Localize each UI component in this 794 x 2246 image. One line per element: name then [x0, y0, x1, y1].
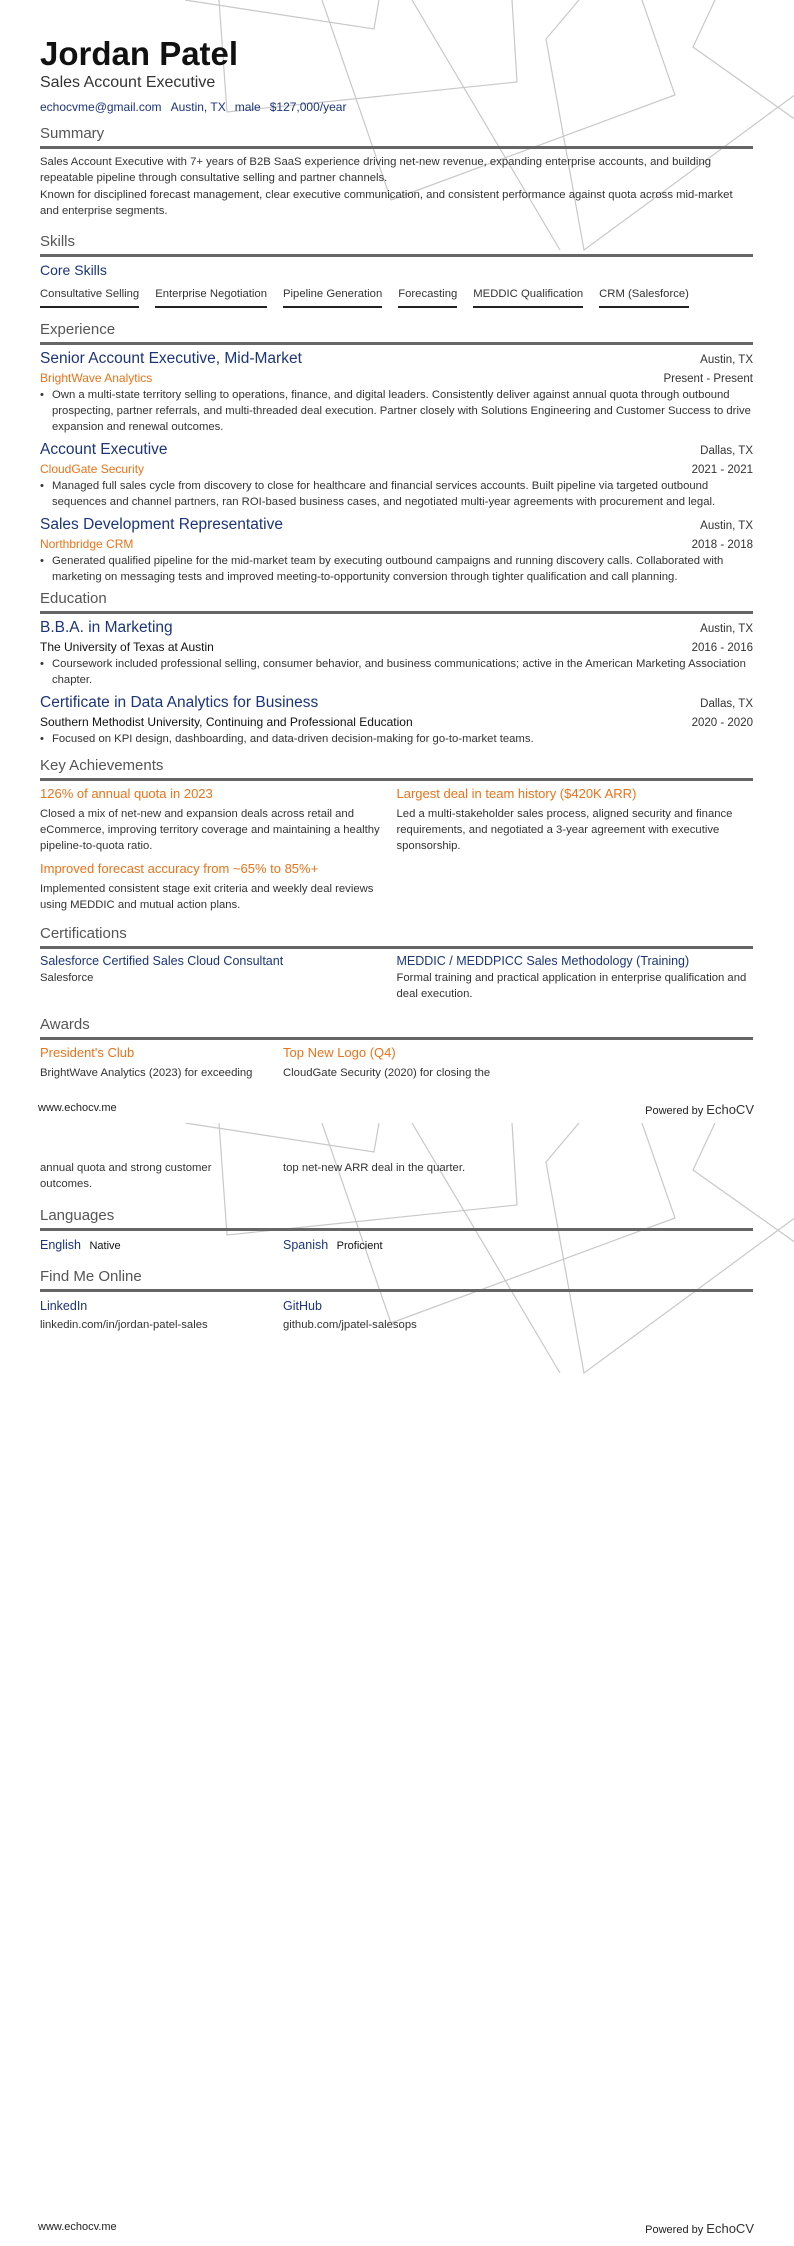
section-divider	[40, 254, 753, 257]
language-name: English	[40, 1238, 81, 1252]
language-level: Proficient	[336, 1240, 383, 1252]
school-name: The University of Texas at Austin	[40, 640, 214, 654]
experience-section	[40, 321, 753, 585]
awards-section	[40, 1016, 753, 1081]
award-item	[283, 1044, 490, 1081]
certification-issuer: Salesforce	[40, 972, 94, 984]
achievement-title: Improved forecast accuracy from ~65% to 85%+	[40, 861, 319, 876]
skill-tag: Forecasting	[398, 286, 457, 308]
summary-paragraph: Sales Account Executive with 7+ years of B2B SaaS experience driving net-new revenue, expanding enterprise accounts, and building repeatable pipeline through consultative selling and partner channels.	[40, 156, 712, 184]
job-bullet: • Own a multi-state territory selling to operations, finance, and digital leaders. Consistently deliver against annual quota through outbound prospecting, partner referrals, and multi-threaded deal execution. Partner closely with Solutions Engineering and Customer Success to drive expansion and renewal outcomes.	[40, 387, 753, 435]
job-bullet: • Managed full sales cycle from discovery to close for healthcare and financial services accounts. Built pipeline via targeted outbound sequences and channel partners, ran ROI-based business cases, and negotiated multi-year agreements with procurement and legal.	[40, 478, 753, 510]
company-name: BrightWave Analytics	[40, 371, 153, 385]
education-entry	[40, 618, 753, 688]
job-title: Senior Account Executive, Mid-Market	[40, 350, 302, 367]
education-location: Austin, TX	[700, 623, 753, 635]
company-name: Northbridge CRM	[40, 537, 134, 551]
award-text: BrightWave Analytics (2023) for exceeding	[40, 1067, 253, 1079]
email-link[interactable]: echocvme@gmail.com	[40, 100, 162, 114]
gender: male	[234, 100, 261, 114]
resume-header	[40, 35, 753, 115]
award-text: CloudGate Security (2020) for closing the	[283, 1067, 491, 1079]
job-location: Austin, TX	[700, 354, 753, 366]
section-heading: Summary	[40, 125, 105, 142]
achievement-text: Closed a mix of net-new and expansion deals across retail and eCommerce, improving territory coverage and maintaining a healthy pipeline-to-quota ratio.	[40, 808, 380, 852]
skill-group-title: Core Skills	[40, 262, 107, 278]
education-section	[40, 590, 753, 747]
job-title: Sales Development Representative	[40, 516, 283, 533]
achievement-title: 126% of annual quota in 2023	[40, 786, 213, 801]
salary: $127,000/year	[269, 100, 347, 114]
achievement-item	[40, 860, 403, 913]
language-item	[40, 1236, 283, 1254]
profile-link[interactable]: linkedin.com/in/jordan-patel-sales	[40, 1319, 208, 1331]
education-bullet: • Focused on KPI design, dashboarding, and data-driven decision-making for go-to-market teams.	[40, 731, 753, 747]
candidate-title: Sales Account Executive	[40, 74, 216, 91]
achievements-section	[40, 757, 753, 913]
degree-title: Certificate in Data Analytics for Business	[40, 694, 319, 711]
section-heading: Key Achievements	[40, 757, 164, 774]
award-title: Top New Logo (Q4)	[283, 1045, 396, 1060]
language-name: Spanish	[283, 1238, 329, 1252]
award-text: annual quota and strong customer outcomes.	[40, 1162, 212, 1190]
achievement-title: Largest deal in team history ($420K ARR)	[396, 786, 637, 801]
skill-tag: Enterprise Negotiation	[155, 286, 267, 308]
profile-name: LinkedIn	[40, 1299, 88, 1313]
location: Austin, TX	[170, 100, 226, 114]
degree-title: B.B.A. in Marketing	[40, 619, 173, 636]
education-bullet: • Coursework included professional selling, consumer behavior, and business communications; active in the American Marketing Association chapter.	[40, 656, 753, 688]
candidate-name: Jordan Patel	[40, 35, 239, 72]
job-location: Austin, TX	[700, 520, 753, 532]
award-text-continued	[40, 1160, 283, 1192]
section-heading: Certifications	[40, 925, 127, 942]
profile-link[interactable]: github.com/jpatel-salesops	[283, 1319, 417, 1331]
award-title: President's Club	[40, 1045, 135, 1060]
skills-section	[40, 233, 753, 308]
powered-label: Powered by	[645, 1105, 704, 1117]
language-level: Native	[89, 1240, 121, 1252]
skill-tag: CRM (Salesforce)	[599, 286, 689, 308]
job-location: Dallas, TX	[700, 445, 753, 457]
section-heading: Find Me Online	[40, 1268, 142, 1285]
certification-item	[397, 952, 754, 1002]
section-divider	[40, 342, 753, 345]
job-dates: 2018 - 2018	[691, 539, 753, 551]
online-section	[40, 1268, 753, 1333]
section-divider	[40, 778, 753, 781]
job-title: Account Executive	[40, 441, 168, 458]
section-divider	[40, 1037, 753, 1040]
section-divider	[40, 1228, 753, 1231]
education-location: Dallas, TX	[700, 698, 753, 710]
section-divider	[40, 1289, 753, 1292]
education-dates: 2016 - 2016	[691, 642, 753, 654]
job-dates: 2021 - 2021	[691, 464, 753, 476]
certification-title: MEDDIC / MEDDPICC Sales Methodology (Training)	[396, 954, 690, 968]
resume-page-2	[0, 1123, 794, 2246]
achievement-text: Led a multi-stakeholder sales process, aligned security and finance requirements, and negotiated a 3-year agreement with executive sponsorship.	[396, 808, 733, 852]
certification-item	[40, 952, 397, 1002]
online-item	[40, 1297, 283, 1333]
award-text: top net-new ARR deal in the quarter.	[283, 1162, 466, 1174]
education-dates: 2020 - 2020	[691, 717, 753, 729]
languages-section	[40, 1207, 753, 1254]
skill-tags	[40, 286, 753, 308]
certification-text: Formal training and practical application in enterprise qualification and deal execution.	[396, 972, 747, 1000]
job-entry	[40, 440, 753, 510]
footer-powered-by	[645, 2221, 754, 2236]
footer-site-link[interactable]: www.echocv.me	[38, 2221, 117, 2233]
certification-title: Salesforce Certified Sales Cloud Consultant	[40, 954, 284, 968]
contact-line	[40, 99, 753, 115]
footer-powered-by	[645, 1102, 754, 1117]
section-divider	[40, 946, 753, 949]
footer-site-link[interactable]: www.echocv.me	[38, 1102, 117, 1114]
section-heading: Experience	[40, 321, 116, 338]
award-item	[40, 1044, 283, 1081]
profile-name: GitHub	[283, 1299, 322, 1313]
achievement-text: Implemented consistent stage exit criteria and weekly deal reviews using MEDDIC and mutual action plans.	[40, 883, 374, 911]
job-entry	[40, 515, 753, 585]
achievement-item	[397, 785, 754, 854]
section-heading: Awards	[40, 1016, 90, 1033]
section-heading: Languages	[40, 1207, 115, 1224]
job-entry	[40, 349, 753, 435]
summary-paragraph: Known for disciplined forecast management, clear executive communication, and consistent performance against quota across mid-market and enterprise segments.	[40, 189, 733, 217]
summary-section	[40, 125, 753, 219]
skill-tag: MEDDIC Qualification	[473, 286, 583, 308]
company-name: CloudGate Security	[40, 462, 145, 476]
powered-label: Powered by	[645, 2224, 704, 2236]
awards-continued	[40, 1160, 753, 1192]
brand-logo[interactable]: EchoCV	[706, 1102, 754, 1117]
online-item	[283, 1297, 417, 1333]
section-heading: Skills	[40, 233, 76, 250]
certifications-section	[40, 925, 753, 1002]
school-name: Southern Methodist University, Continuing and Professional Education	[40, 715, 413, 729]
job-dates: Present - Present	[663, 373, 753, 385]
section-divider	[40, 146, 753, 149]
section-heading: Education	[40, 590, 107, 607]
language-item	[283, 1236, 383, 1254]
education-entry	[40, 693, 753, 747]
brand-logo[interactable]: EchoCV	[706, 2221, 754, 2236]
achievement-item	[40, 785, 397, 854]
section-divider	[40, 611, 753, 614]
skill-tag: Pipeline Generation	[283, 286, 382, 308]
skill-tag: Consultative Selling	[40, 286, 139, 308]
job-bullet: • Generated qualified pipeline for the mid-market team by executing outbound campaigns and running discovery calls. Collaborated with marketing on messaging tests and improved meeting-to-opportunity conversion through tighter qualification and call planning.	[40, 553, 753, 585]
